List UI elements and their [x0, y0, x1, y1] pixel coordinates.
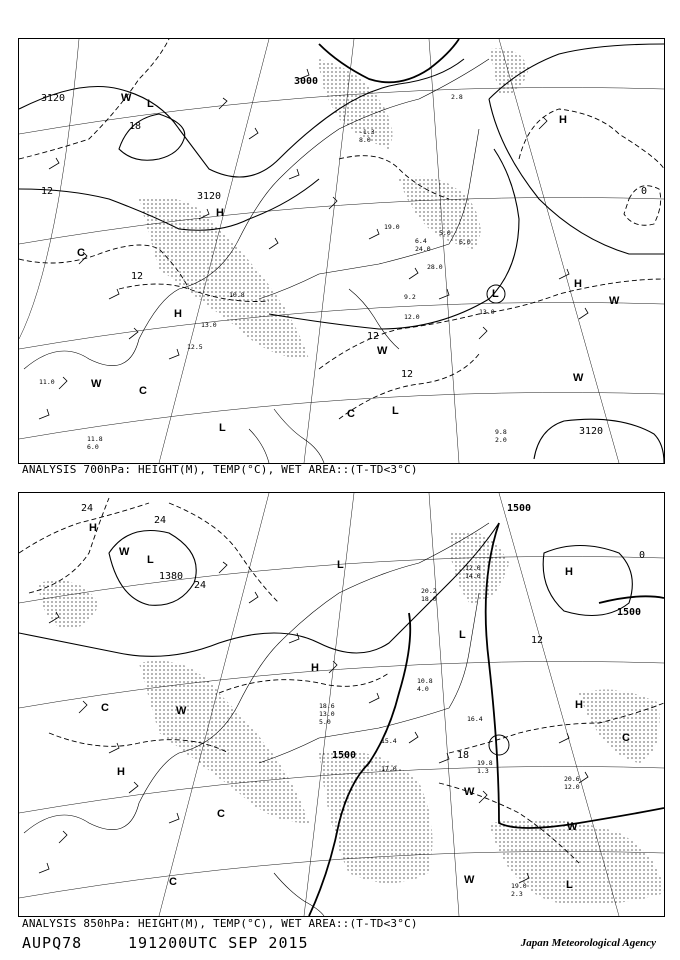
obs-value: 2.3 — [511, 890, 523, 898]
obs-value: 28.0 — [427, 263, 443, 271]
temp-label: 18 — [457, 750, 470, 761]
chart-code: AUPQ78 — [22, 934, 83, 952]
obs-value: 12.0 — [564, 783, 580, 791]
obs-value: 9.2 — [404, 293, 416, 301]
obs-value: 13.0 — [479, 308, 495, 316]
temp-label: 24 — [81, 503, 94, 514]
height-label: 3000 — [294, 76, 319, 87]
agency-name: Japan Meteorological Agency — [520, 937, 656, 949]
system-label: L — [147, 98, 154, 110]
caption-850hpa: ANALYSIS 850hPa: HEIGHT(M), TEMP(°C), WET AREA::(T-TD<3°C) — [22, 917, 418, 930]
system-label: L — [219, 422, 226, 434]
obs-value: 8.0 — [359, 136, 371, 144]
coastlines — [24, 59, 489, 463]
map-700hpa — [18, 38, 665, 464]
system-label: H — [174, 308, 182, 320]
system-label: W — [609, 295, 620, 307]
system-label: H — [117, 766, 125, 778]
temp-label: 12 — [41, 186, 54, 197]
obs-value: 19.8 — [477, 759, 493, 767]
height-label: 1500 — [617, 607, 642, 618]
obs-value: 11.0 — [39, 378, 55, 386]
wind-barbs — [39, 69, 588, 419]
system-label: W — [464, 786, 475, 798]
system-label: H — [559, 114, 567, 126]
obs-value: 19.0 — [511, 882, 527, 890]
height-label: 3120 — [41, 93, 66, 104]
obs-value: 11.8 — [87, 435, 103, 443]
system-label: C — [347, 408, 355, 420]
system-label: L — [492, 288, 499, 300]
system-label: W — [573, 372, 584, 384]
obs-value: 5.0 — [439, 229, 451, 237]
system-label: W — [176, 705, 187, 717]
system-label: H — [311, 662, 319, 674]
valid-time: 191200UTC SEP 2015 — [128, 934, 309, 952]
height-label: 1380 — [159, 571, 184, 582]
obs-value: 20.6 — [564, 775, 580, 783]
obs-value: 2.8 — [451, 93, 463, 101]
obs-value: 18.6 — [319, 702, 335, 710]
temp-label: 12 — [131, 271, 144, 282]
obs-value: 1.3 — [477, 767, 489, 775]
obs-value: 2.0 — [495, 436, 507, 444]
obs-value: 9.8 — [495, 428, 507, 436]
obs-value: 14.0 — [465, 572, 481, 580]
obs-value: 13.0 — [319, 710, 335, 718]
obs-value: 16.4 — [467, 715, 483, 723]
map-850hpa-canvas — [19, 493, 664, 916]
temp-label: 0 — [639, 550, 646, 561]
system-label: C — [217, 808, 225, 820]
obs-value: 12.5 — [187, 343, 203, 351]
system-label: W — [377, 345, 388, 357]
obs-value: 18.0 — [421, 595, 437, 603]
height-label: 1500 — [507, 503, 532, 514]
system-label: H — [216, 207, 224, 219]
obs-value: 12.0 — [404, 313, 420, 321]
height-label: 3120 — [579, 426, 604, 437]
obs-value: 17.0 — [381, 765, 397, 773]
caption-700hpa: ANALYSIS 700hPa: HEIGHT(M), TEMP(°C), WET AREA::(T-TD<3°C) — [22, 463, 418, 476]
obs-value: 10.8 — [417, 677, 433, 685]
obs-value: -1.3 — [359, 128, 375, 136]
typhoon-symbol — [489, 735, 509, 755]
obs-value: 5.0 — [319, 718, 331, 726]
system-label: W — [119, 546, 130, 558]
obs-value: 19.0 — [384, 223, 400, 231]
map-700hpa-canvas — [19, 39, 664, 463]
temp-label: 18 — [129, 121, 142, 132]
temp-label: 12 — [401, 369, 414, 380]
system-label: L — [566, 879, 573, 891]
obs-value: 15.4 — [381, 737, 397, 745]
system-label: L — [147, 554, 154, 566]
obs-value: 13.0 — [201, 321, 217, 329]
system-label: W — [567, 821, 578, 833]
temp-label: 12 — [531, 635, 544, 646]
system-label: H — [575, 699, 583, 711]
temp-label: 24 — [154, 515, 167, 526]
obs-value: 4.0 — [417, 685, 429, 693]
system-label: L — [392, 405, 399, 417]
temp-label: 0 — [641, 186, 648, 197]
obs-value: 10.8 — [229, 291, 245, 299]
system-label: C — [169, 876, 177, 888]
system-label: C — [622, 732, 630, 744]
system-label: W — [91, 378, 102, 390]
obs-value: 20.2 — [421, 587, 437, 595]
obs-value: 12.0 — [465, 564, 481, 572]
system-label: W — [121, 92, 132, 104]
system-label: C — [139, 385, 147, 397]
system-label: C — [101, 702, 109, 714]
system-label: W — [464, 874, 475, 886]
system-label: H — [565, 566, 573, 578]
obs-value: 6.0 — [459, 238, 471, 246]
system-label: L — [459, 629, 466, 641]
obs-value: 6.4 — [415, 237, 427, 245]
height-label: 3120 — [197, 191, 222, 202]
system-label: H — [89, 522, 97, 534]
system-label: L — [337, 559, 344, 571]
system-label: C — [77, 247, 85, 259]
map-850hpa — [18, 492, 665, 917]
obs-value: 24.0 — [415, 245, 431, 253]
system-label: H — [574, 278, 582, 290]
height-label: 1500 — [332, 750, 357, 761]
temp-label: 24 — [194, 580, 207, 591]
temp-labels — [41, 121, 647, 380]
temp-label: 12 — [367, 331, 380, 342]
obs-value: 6.0 — [87, 443, 99, 451]
height-labels — [41, 76, 603, 437]
